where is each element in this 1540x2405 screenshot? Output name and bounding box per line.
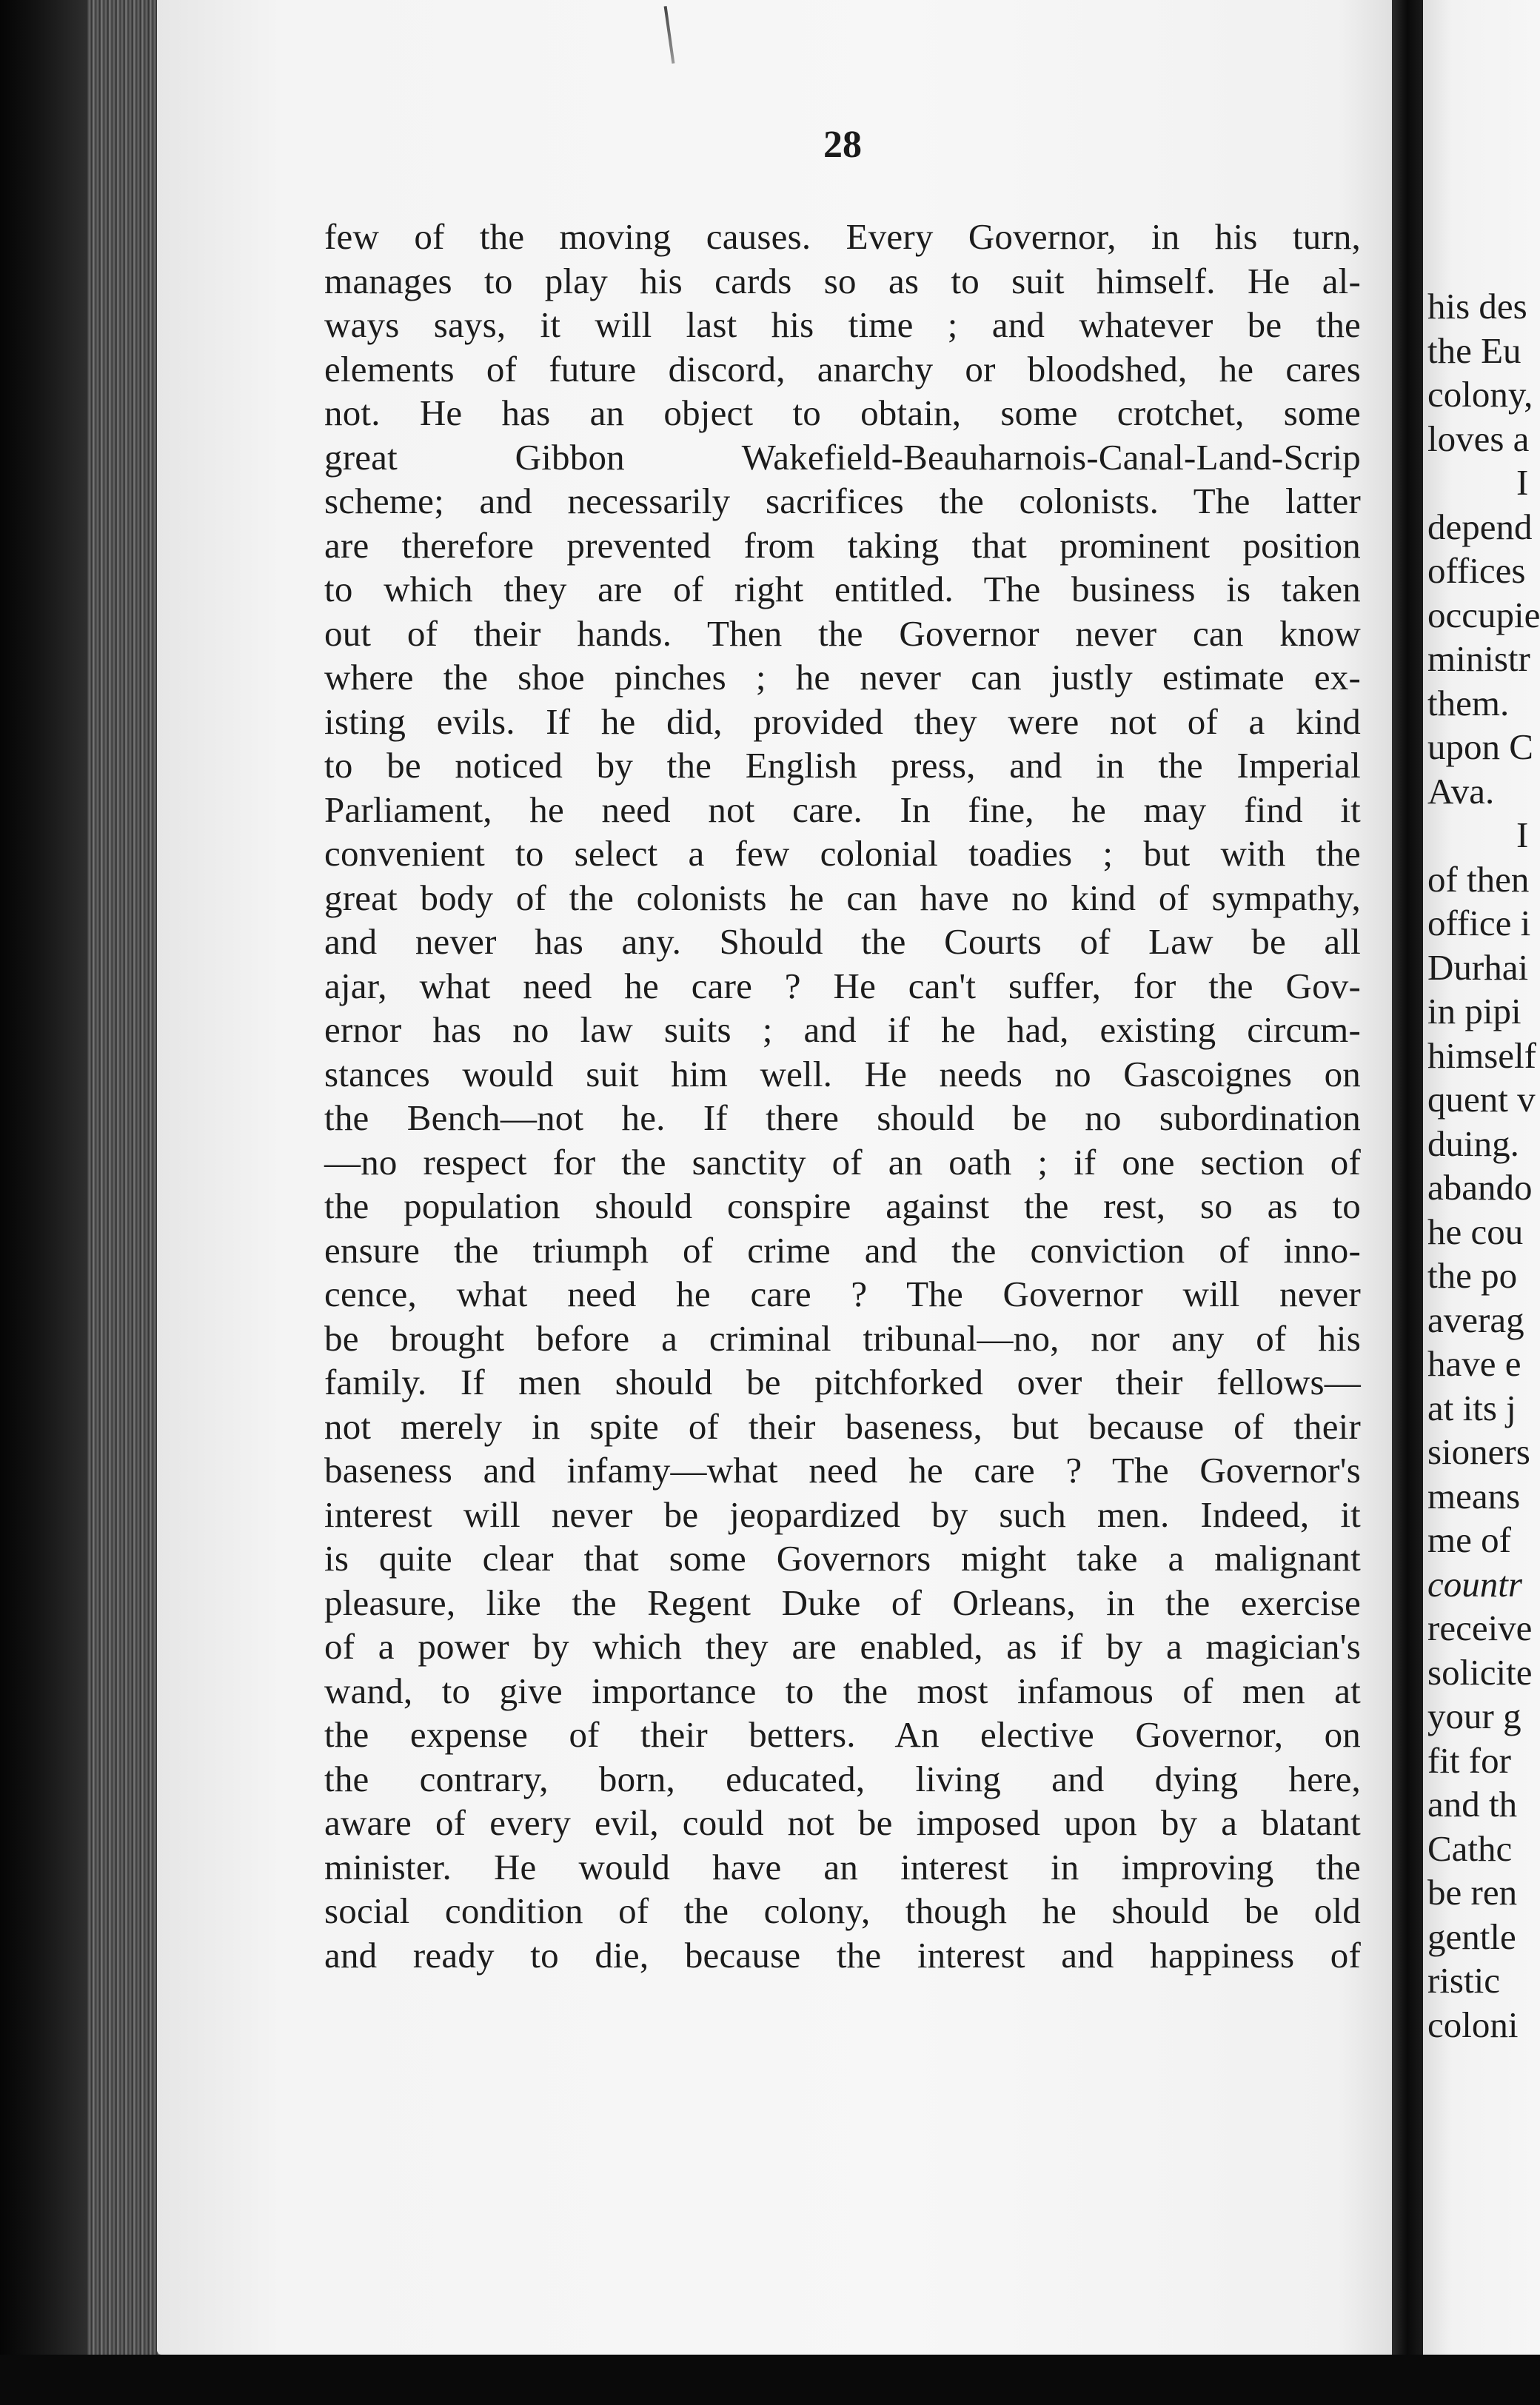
text-line: ensure the triumph of crime and the conviction of inno- [324,1229,1361,1271]
facing-text-line: in pipi [1427,991,1521,1031]
text-line: the Bench—not he. If there should be no subordination [324,1097,1361,1138]
text-line: Parliament, he need not care. In fine, he may find it [324,789,1361,830]
page-gutter [1392,0,1423,2405]
text-line: are therefore prevented from taking that prominent position [324,524,1361,566]
facing-text-line: Ava. [1427,770,1495,812]
facing-text-line: colony, [1427,374,1533,415]
facing-text-line: offices [1427,550,1526,591]
facing-page-text [1427,284,1540,2047]
facing-text-line: he cou [1427,1211,1524,1252]
text-line: interest will never be jeopardized by such men. Indeed, it [324,1493,1361,1535]
scratch-mark [664,6,675,64]
facing-text-line: Durhai [1427,946,1529,988]
facing-text-line: his des [1427,286,1527,327]
text-line: to which they are of right entitled. The business is taken [324,569,1361,609]
text-line: manages to play his cards so as to suit himself. He al- [324,260,1361,301]
facing-text-line: ministr [1427,638,1530,679]
text-line: be brought before a criminal tribunal—no, nor any of his [324,1317,1361,1359]
facing-text-line: have e [1427,1343,1521,1384]
text-line: the population should conspire against the rest, so as to [324,1185,1361,1226]
facing-text-line: Cathc [1427,1827,1513,1869]
text-line: the expense of their betters. An elective Governor, on [324,1714,1361,1755]
text-line: ajar, what need he care ? He can't suffer, for the Gov- [324,965,1361,1006]
text-line: ways says, it will last his time ; and whatever be the [324,304,1361,345]
text-line: of a power by which they are enabled, as if by a magician's [324,1626,1361,1667]
text-line: aware of every evil, could not be imposed upon by a blatant [324,1802,1361,1843]
facing-text-line: abando [1427,1167,1533,1208]
text-line: great Gibbon Wakefield-Beauharnois-Canal-Land-Scrip [324,436,1361,478]
page-number: 28 [823,124,862,166]
facing-text-line: fit for [1427,1739,1511,1781]
text-line: not. He has an object to obtain, some crotchet, some [324,392,1361,433]
text-line: baseness and infamy—what need he care ? The Governor's [324,1450,1361,1491]
facing-text-line: and th [1427,1784,1518,1824]
page-body-text [324,215,1361,1977]
text-line: —no respect for the sanctity of an oath ; if one section of [324,1141,1361,1183]
facing-text-line: them. [1427,682,1510,723]
facing-text-line: at its j [1427,1387,1516,1428]
text-line: is quite clear that some Governors might take a malignant [324,1538,1361,1579]
text-line: isting evils. If he did, provided they were not of a kind [324,700,1361,742]
text-line: the contrary, born, educated, living and dying here, [324,1758,1361,1799]
text-line: few of the moving causes. Every Governor, in his turn, [324,216,1361,257]
facing-text-line: quent v [1427,1079,1536,1120]
text-line: and ready to die, because the interest and happiness of [324,1934,1361,1976]
facing-text-line: I [1516,462,1529,503]
text-line: cence, what need he care ? The Governor will never [324,1274,1361,1314]
text-line: minister. He would have an interest in improving the [324,1846,1361,1887]
facing-text-line: duing. [1427,1123,1519,1164]
text-line: and never has any. Should the Courts of Law be all [324,921,1361,962]
facing-text-line: means [1427,1475,1521,1516]
text-line: elements of future discord, anarchy or bloodshed, he cares [324,348,1361,389]
facing-page [1423,0,1540,2369]
facing-text-line: receive [1427,1608,1533,1648]
facing-text-line: of then [1427,858,1530,900]
text-line: convenient to select a few colonial toadies ; but with the [324,833,1361,874]
facing-text-line: occupie [1427,594,1540,635]
facing-text-line: ristic [1427,1960,1500,2001]
facing-text-line: me of [1427,1519,1511,1560]
facing-text-line: your g [1427,1696,1521,1736]
facing-text-line: upon C [1427,726,1533,767]
bottom-shadow [0,2355,1540,2405]
facing-text-line: countr [1427,1563,1522,1605]
facing-text-line: sioners [1427,1431,1530,1472]
text-line: out of their hands. Then the Governor never can know [324,612,1361,654]
facing-text-line: the Eu [1427,330,1521,371]
text-line: wand, to give importance to the most infamous of men at [324,1670,1361,1711]
text-line: pleasure, like the Regent Duke of Orleans, in the exercise [324,1582,1361,1623]
facing-text-line: loves a [1427,418,1530,459]
facing-text-line: I [1516,815,1529,855]
facing-text-line: solicite [1427,1651,1533,1693]
text-line: scheme; and necessarily sacrifices the colonists. The latter [324,481,1361,521]
facing-text-line: averag [1427,1299,1524,1340]
facing-text-line: coloni [1427,2004,1519,2045]
text-line: to be noticed by the English press, and in the Imperial [324,745,1361,786]
text-line: family. If men should be pitchforked over their fellows— [324,1362,1361,1402]
text-line: stances would suit him well. He needs no Gascoignes on [324,1053,1361,1094]
text-line: ernor has no law suits ; and if he had, existing circum- [324,1009,1361,1050]
facing-text-line: the po [1427,1255,1518,1296]
facing-text-line: himself [1427,1034,1536,1076]
facing-text-line: office i [1427,903,1531,943]
facing-text-line: depend [1427,506,1533,547]
facing-text-line: be ren [1427,1872,1518,1913]
text-line: social condition of the colony, though he should be old [324,1890,1361,1931]
facing-text-line: gentle [1427,1916,1516,1957]
text-line: great body of the colonists he can have no kind of sympathy, [324,877,1361,918]
book-binding-edge [0,0,87,2405]
text-line: where the shoe pinches ; he never can justly estimate ex- [324,657,1361,698]
text-line: not merely in spite of their baseness, but because of their [324,1405,1361,1447]
